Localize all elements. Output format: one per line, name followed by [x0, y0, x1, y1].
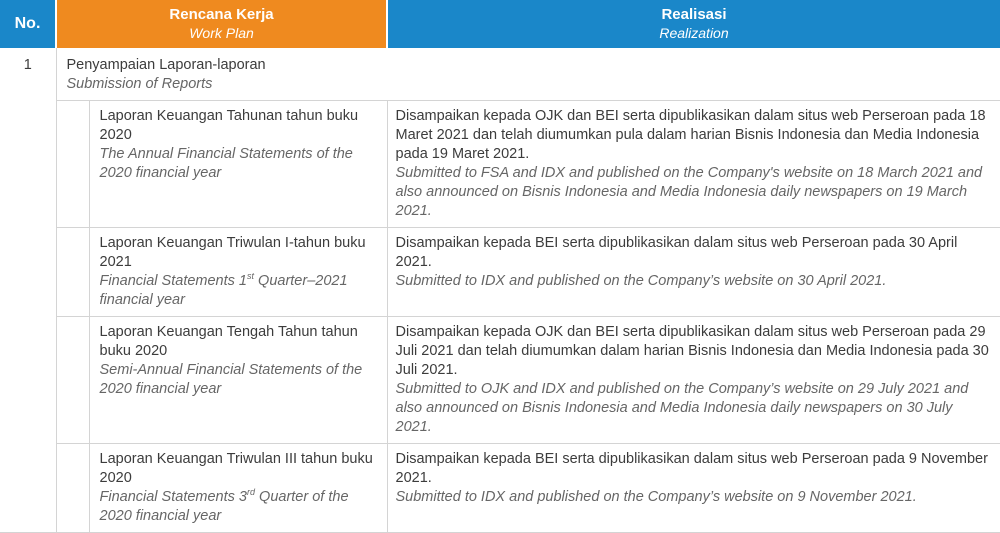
table-row: [0, 101, 1000, 228]
plan-text-en: [100, 272, 377, 310]
realization-cell: [387, 101, 1000, 228]
section-title-en: Submission of Reports: [66, 76, 213, 92]
realization-text-id: Disampaikan kepada OJK dan BEI serta dipublikasikan dalam situs web Perseroan pada 29 Juli 2021 dan telah diumumkan dalam harian Bisnis Indonesia dan Media Indonesia pada 30 Juli 2021.: [395, 324, 989, 378]
section-number: 1: [0, 48, 56, 533]
section-row: [0, 48, 1000, 101]
plan-cell: [89, 101, 387, 228]
header-work-plan-subtitle: Work Plan: [189, 25, 254, 41]
realization-text-en: Submitted to FSA and IDX and published on the Company's website on 18 March 2021 and also announced on Bisnis Indonesia and Media Indonesia daily newspapers on 19 March 2021.: [395, 165, 983, 219]
header-realization: [387, 0, 1000, 48]
realization-cell: [387, 444, 1000, 533]
header-realization-title: Realisasi: [661, 6, 727, 23]
plan-text-id: Laporan Keuangan Triwulan I-tahun buku 2021: [99, 235, 366, 270]
indent-cell: [56, 444, 89, 533]
realization-text-en: Submitted to OJK and IDX and published on the Company’s website on 29 July 2021 and also announced on Bisnis Indonesia and Media Indonesia daily newspapers on 30 July 2021.: [395, 381, 969, 435]
indent-cell: [56, 101, 89, 228]
plan-text-en-part: Financial Statements 1: [99, 273, 247, 289]
realization-text-en: Submitted to IDX and published on the Company’s website on 30 April 2021.: [395, 273, 887, 289]
ordinal-suffix: rd: [247, 487, 256, 498]
plan-text-en-part: Quarter of the 2020 financial year: [99, 489, 349, 524]
plan-text-en-part: Financial Statements 3: [99, 489, 247, 505]
header-realization-subtitle: Realization: [659, 25, 729, 41]
indent-cell: [56, 228, 89, 317]
realization-cell: [387, 317, 1000, 444]
table-row: [0, 317, 1000, 444]
realization-text-en: Submitted to IDX and published on the Company’s website on 9 November 2021.: [395, 489, 917, 505]
plan-text-id: Laporan Keuangan Tengah Tahun tahun buku 2020: [99, 324, 358, 359]
realization-text-id: Disampaikan kepada BEI serta dipublikasikan dalam situs web Perseroan pada 9 November 2021.: [395, 451, 988, 486]
plan-cell: [89, 317, 387, 444]
section-title-id: Penyampaian Laporan-laporan: [66, 57, 266, 73]
header-no-label: No.: [14, 15, 41, 32]
realization-text-id: Disampaikan kepada OJK dan BEI serta dipublikasikan dalam situs web Perseroan pada 18 Maret 2021 dan telah diumumkan pula dalam harian Bisnis Indonesia dan Media Indonesia pada 19 Maret 2021.: [395, 108, 986, 162]
plan-cell: [89, 228, 387, 317]
plan-text-en: [100, 488, 377, 526]
header-work-plan: [56, 0, 387, 48]
plan-text-en: The Annual Financial Statements of the 2020 financial year: [99, 146, 353, 181]
table-header-row: [0, 0, 1000, 48]
ordinal-suffix: st: [247, 271, 255, 282]
header-no: [0, 0, 56, 48]
plan-cell: [89, 444, 387, 533]
realization-text-id: Disampaikan kepada BEI serta dipublikasikan dalam situs web Perseroan pada 30 April 2021.: [395, 235, 958, 270]
plan-text-id: Laporan Keuangan Tahunan tahun buku 2020: [99, 108, 359, 143]
plan-text-en-part: Quarter–2021 financial year: [99, 273, 348, 308]
plan-text-en: Semi-Annual Financial Statements of the 2020 financial year: [99, 362, 363, 397]
plan-text-id: Laporan Keuangan Triwulan III tahun buku 2020: [99, 451, 373, 486]
header-work-plan-title: Rencana Kerja: [169, 6, 274, 23]
indent-cell: [56, 317, 89, 444]
table-row: [0, 228, 1000, 317]
realization-cell: [387, 228, 1000, 317]
table-row: [0, 444, 1000, 533]
section-title-cell: [56, 48, 1000, 101]
